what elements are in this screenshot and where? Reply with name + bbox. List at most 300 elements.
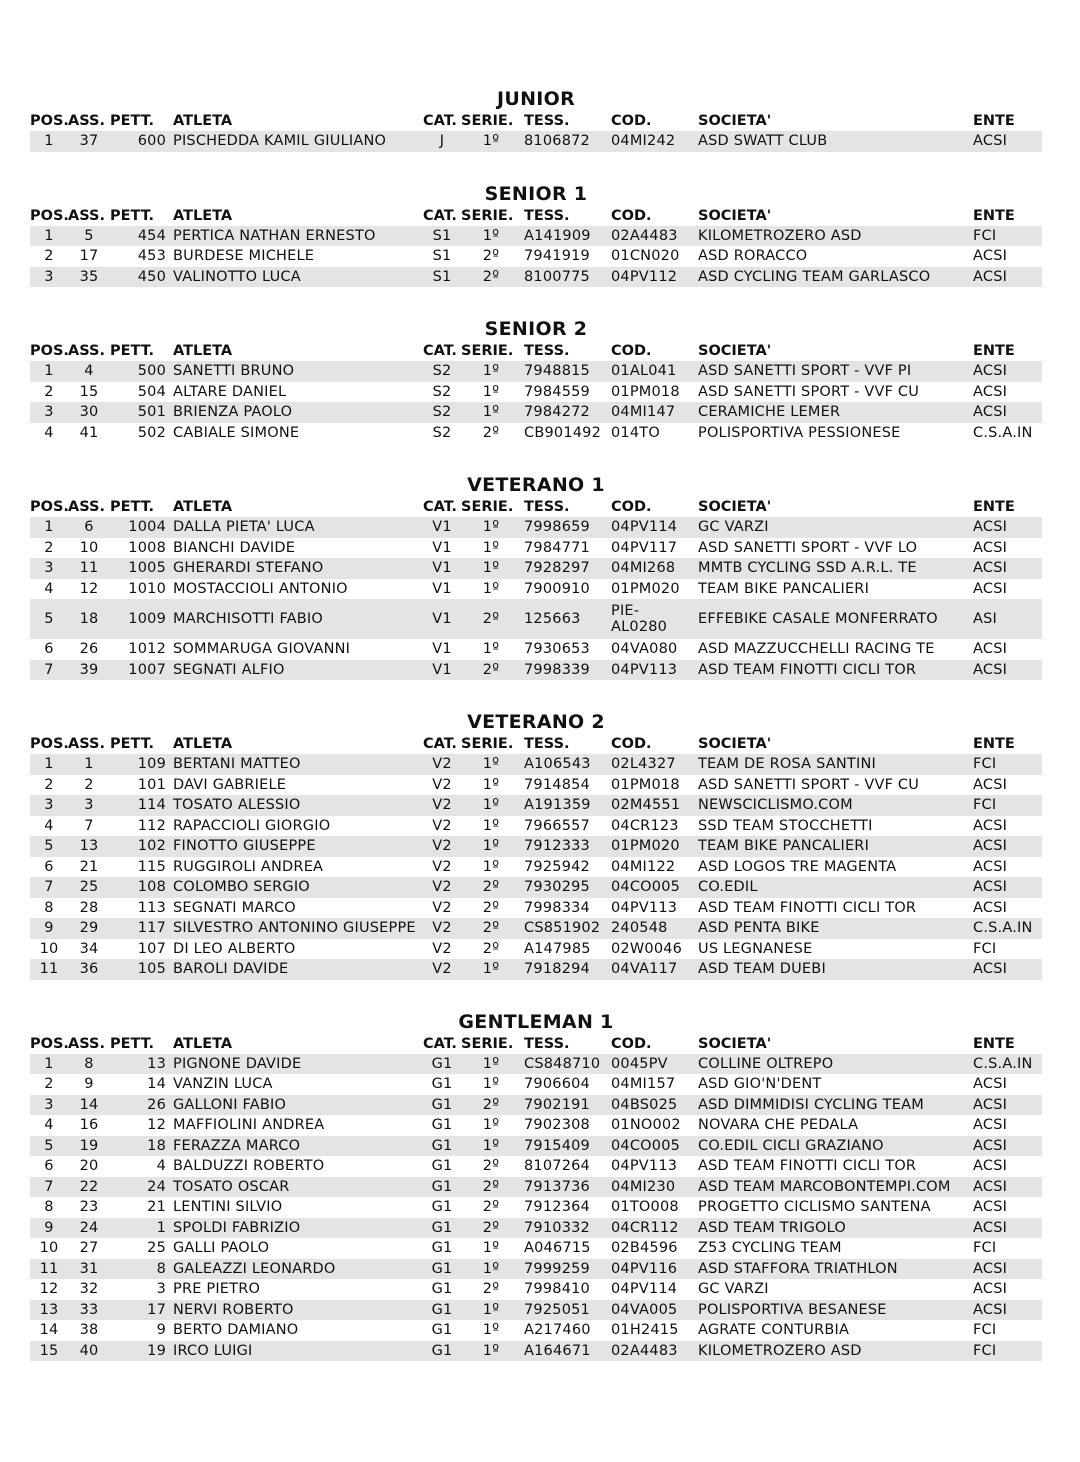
tess-cell: A164671 (521, 1341, 608, 1362)
code-cell: 02A4483 (608, 226, 695, 247)
pos-cell: 14 (30, 1320, 68, 1341)
column-header-ente: ENTE (973, 207, 1015, 224)
pos-cell: 1 (30, 131, 68, 152)
pos-cell: 7 (30, 877, 68, 898)
athlete-cell: SPOLDI FABRIZIO (170, 1218, 423, 1239)
serie-cell: 1º (461, 579, 521, 600)
pos-cell: 2 (30, 1074, 68, 1095)
ente-cell: ACSI (970, 1218, 1042, 1239)
serie-cell: 1º (461, 639, 521, 660)
ente-cell: ACSI (970, 836, 1042, 857)
pett-cell: 504 (110, 382, 170, 403)
serie-cell: 2º (461, 1197, 521, 1218)
table-row (30, 131, 1042, 152)
pett-cell: 3 (110, 1279, 170, 1300)
section-title: SENIOR 1 (484, 182, 588, 205)
section-title: SENIOR 2 (484, 318, 588, 340)
athlete-cell: DAVI GABRIELE (170, 775, 423, 796)
code-cell: 02W0046 (608, 939, 695, 960)
pos-cell: 13 (30, 1300, 68, 1321)
cat-cell: V1 (423, 579, 461, 600)
serie-cell: 2º (461, 246, 521, 267)
ente-cell: C.S.A.IN (970, 1054, 1042, 1075)
serie-cell: 1º (461, 1320, 521, 1341)
pett-cell: 1012 (110, 639, 170, 660)
code-cell: 014TO (608, 423, 695, 444)
table-row (30, 538, 1042, 559)
pos-cell: 2 (30, 775, 68, 796)
serie-cell: 1º (461, 1115, 521, 1136)
ass-cell: 16 (68, 1115, 110, 1136)
serie-cell: 2º (461, 1095, 521, 1116)
tess-cell: 7941919 (521, 246, 608, 267)
ente-cell: ACSI (970, 775, 1042, 796)
cat-cell: G1 (423, 1300, 461, 1321)
pett-cell: 112 (110, 816, 170, 837)
tess-cell: 7925051 (521, 1300, 608, 1321)
code-cell: 04PV116 (608, 1259, 695, 1280)
athlete-cell: TOSATO ALESSIO (170, 795, 423, 816)
ass-cell: 31 (68, 1259, 110, 1280)
team-cell: TEAM BIKE PANCALIERI (695, 579, 970, 600)
team-cell: KILOMETROZERO ASD (695, 1341, 970, 1362)
team-cell: ASD TEAM DUEBI (695, 959, 970, 980)
column-header-tess: TESS. (524, 736, 570, 752)
pett-cell: 1009 (110, 599, 170, 639)
code-cell: 04VA005 (608, 1300, 695, 1321)
ass-cell: 23 (68, 1197, 110, 1218)
cat-cell: G1 (423, 1218, 461, 1239)
athlete-cell: SILVESTRO ANTONINO GIUSEPPE (170, 918, 423, 939)
pos-cell: 7 (30, 1177, 68, 1198)
pett-cell: 8 (110, 1259, 170, 1280)
table-row (30, 382, 1042, 403)
pett-cell: 1010 (110, 579, 170, 600)
serie-cell: 1º (461, 558, 521, 579)
athlete-cell: BERTO DAMIANO (170, 1320, 423, 1341)
athlete-cell: TOSATO OSCAR (170, 1177, 423, 1198)
tess-cell: CS851902 (521, 918, 608, 939)
ass-cell: 28 (68, 898, 110, 919)
ass-cell: 26 (68, 639, 110, 660)
team-cell: ASD TEAM TRIGOLO (695, 1218, 970, 1239)
cat-cell: G1 (423, 1136, 461, 1157)
code-cell: 04MI122 (608, 857, 695, 878)
code-cell: 04CO005 (608, 1136, 695, 1157)
tess-cell: 7998659 (521, 517, 608, 538)
ass-cell: 11 (68, 558, 110, 579)
ente-cell: ACSI (970, 1074, 1042, 1095)
athlete-cell: VANZIN LUCA (170, 1074, 423, 1095)
serie-cell: 1º (461, 754, 521, 775)
ass-cell: 32 (68, 1279, 110, 1300)
ente-cell: FCI (970, 939, 1042, 960)
section-title: VETERANO 1 (467, 474, 605, 496)
tess-cell: 8100775 (521, 267, 608, 288)
table-row (30, 361, 1042, 382)
ass-cell: 8 (68, 1054, 110, 1075)
pos-cell: 1 (30, 517, 68, 538)
ente-cell: ACSI (970, 816, 1042, 837)
tess-cell: A191359 (521, 795, 608, 816)
serie-cell: 2º (461, 918, 521, 939)
header-row (30, 1034, 1042, 1054)
athlete-cell: BALDUZZI ROBERTO (170, 1156, 423, 1177)
code-cell: 01PM020 (608, 836, 695, 857)
code-cell: 02B4596 (608, 1238, 695, 1259)
pos-cell: 10 (30, 939, 68, 960)
ente-cell: ACSI (970, 1115, 1042, 1136)
column-header-serie: SERIE. (461, 113, 514, 129)
ente-cell: FCI (970, 1238, 1042, 1259)
tess-cell: 7902191 (521, 1095, 608, 1116)
ente-cell: ASI (970, 599, 1042, 639)
results-table (30, 497, 1042, 680)
athlete-cell: BURDESE MICHELE (170, 246, 423, 267)
team-cell: ASD SANETTI SPORT - VVF PI (695, 361, 970, 382)
pos-cell: 9 (30, 918, 68, 939)
team-cell: ASD PENTA BIKE (695, 918, 970, 939)
table-row (30, 423, 1042, 444)
pett-cell: 450 (110, 267, 170, 288)
pos-cell: 9 (30, 1218, 68, 1239)
athlete-cell: IRCO LUIGI (170, 1341, 423, 1362)
ass-cell: 22 (68, 1177, 110, 1198)
ente-cell: FCI (970, 226, 1042, 247)
code-cell: 04PV113 (608, 898, 695, 919)
ass-cell: 37 (68, 131, 110, 152)
table-row (30, 1218, 1042, 1239)
team-cell: ASD SANETTI SPORT - VVF CU (695, 382, 970, 403)
table-row (30, 836, 1042, 857)
team-cell: ASD MAZZUCCHELLI RACING TE (695, 639, 970, 660)
serie-cell: 2º (461, 1279, 521, 1300)
ass-cell: 39 (68, 660, 110, 681)
code-cell: 04VA080 (608, 639, 695, 660)
table-row (30, 775, 1042, 796)
athlete-cell: ALTARE DANIEL (170, 382, 423, 403)
athlete-cell: SEGNATI ALFIO (170, 660, 423, 681)
ass-cell: 15 (68, 382, 110, 403)
athlete-cell: BERTANI MATTEO (170, 754, 423, 775)
pos-cell: 3 (30, 267, 68, 288)
team-cell: US LEGNANESE (695, 939, 970, 960)
section-gentleman-1 (30, 1011, 1042, 1362)
pos-cell: 2 (30, 382, 68, 403)
pett-cell: 600 (110, 131, 170, 152)
column-header-pos: POS. (30, 113, 69, 129)
column-header-pos: POS. (30, 207, 69, 224)
ass-cell: 33 (68, 1300, 110, 1321)
table-row (30, 579, 1042, 600)
header-row (30, 341, 1042, 361)
column-header-societa: SOCIETA' (698, 113, 772, 129)
cat-cell: S1 (423, 226, 461, 247)
serie-cell: 2º (461, 267, 521, 288)
ass-cell: 18 (68, 599, 110, 639)
ente-cell: ACSI (970, 1300, 1042, 1321)
column-header-cod: COD. (611, 207, 652, 224)
cat-cell: V2 (423, 816, 461, 837)
athlete-cell: MARCHISOTTI FABIO (170, 599, 423, 639)
table-row (30, 226, 1042, 247)
athlete-cell: NERVI ROBERTO (170, 1300, 423, 1321)
table-row (30, 1279, 1042, 1300)
code-cell: 04BS025 (608, 1095, 695, 1116)
header-row (30, 497, 1042, 517)
ass-cell: 41 (68, 423, 110, 444)
code-cell: 04PV113 (608, 660, 695, 681)
athlete-cell: BRIENZA PAOLO (170, 402, 423, 423)
table-row (30, 1320, 1042, 1341)
pos-cell: 1 (30, 1054, 68, 1075)
header-row (30, 206, 1042, 226)
ass-cell: 7 (68, 816, 110, 837)
cat-cell: S2 (423, 423, 461, 444)
cat-cell: G1 (423, 1054, 461, 1075)
team-cell: CERAMICHE LEMER (695, 402, 970, 423)
ass-cell: 27 (68, 1238, 110, 1259)
ass-cell: 30 (68, 402, 110, 423)
column-header-ass: ASS. (68, 499, 105, 515)
pos-cell: 12 (30, 1279, 68, 1300)
pos-cell: 10 (30, 1238, 68, 1259)
column-header-pos: POS. (30, 499, 69, 515)
table-row (30, 1259, 1042, 1280)
column-header-societa: SOCIETA' (698, 1035, 772, 1052)
cat-cell: V2 (423, 857, 461, 878)
ente-cell: ACSI (970, 639, 1042, 660)
ente-cell: ACSI (970, 857, 1042, 878)
tess-cell: 7984559 (521, 382, 608, 403)
column-header-pett: PETT. (110, 1035, 154, 1052)
code-cell: 04PV117 (608, 538, 695, 559)
team-cell: ASD TEAM FINOTTI CICLI TOR (695, 1156, 970, 1177)
column-header-ass: ASS. (68, 1035, 105, 1052)
team-cell: NOVARA CHE PEDALA (695, 1115, 970, 1136)
cat-cell: G1 (423, 1341, 461, 1362)
pos-cell: 2 (30, 538, 68, 559)
column-header-ente: ENTE (973, 736, 1015, 752)
tess-cell: 7966557 (521, 816, 608, 837)
table-row (30, 1177, 1042, 1198)
serie-cell: 2º (461, 660, 521, 681)
section-title: VETERANO 2 (467, 711, 605, 733)
column-header-cod: COD. (611, 113, 652, 129)
serie-cell: 1º (461, 775, 521, 796)
pos-cell: 5 (30, 1136, 68, 1157)
pos-cell: 11 (30, 959, 68, 980)
cat-cell: V2 (423, 775, 461, 796)
ente-cell: ACSI (970, 558, 1042, 579)
tess-cell: 7913736 (521, 1177, 608, 1198)
code-cell: 02M4551 (608, 795, 695, 816)
column-header-pos: POS. (30, 343, 69, 359)
code-cell: 02A4483 (608, 1341, 695, 1362)
tess-cell: 7930295 (521, 877, 608, 898)
pett-cell: 4 (110, 1156, 170, 1177)
table-row (30, 898, 1042, 919)
pett-cell: 113 (110, 898, 170, 919)
pett-cell: 109 (110, 754, 170, 775)
team-cell: TEAM BIKE PANCALIERI (695, 836, 970, 857)
ente-cell: ACSI (970, 131, 1042, 152)
ente-cell: ACSI (970, 361, 1042, 382)
ass-cell: 35 (68, 267, 110, 288)
serie-cell: 1º (461, 836, 521, 857)
cat-cell: G1 (423, 1197, 461, 1218)
column-header-atleta: ATLETA (173, 499, 233, 515)
athlete-cell: GALLI PAOLO (170, 1238, 423, 1259)
athlete-cell: SANETTI BRUNO (170, 361, 423, 382)
cat-cell: V2 (423, 959, 461, 980)
pos-cell: 2 (30, 246, 68, 267)
tess-cell: CS848710 (521, 1054, 608, 1075)
table-row (30, 1156, 1042, 1177)
code-cell: 04VA117 (608, 959, 695, 980)
table-row (30, 267, 1042, 288)
ente-cell: ACSI (970, 877, 1042, 898)
team-cell: AGRATE CONTURBIA (695, 1320, 970, 1341)
pos-cell: 6 (30, 1156, 68, 1177)
serie-cell: 1º (461, 1074, 521, 1095)
athlete-cell: MAFFIOLINI ANDREA (170, 1115, 423, 1136)
pett-cell: 501 (110, 402, 170, 423)
ente-cell: ACSI (970, 1279, 1042, 1300)
section-junior (30, 88, 1042, 152)
tess-cell: 7984771 (521, 538, 608, 559)
athlete-cell: SEGNATI MARCO (170, 898, 423, 919)
serie-cell: 1º (461, 538, 521, 559)
cat-cell: V1 (423, 599, 461, 639)
column-header-ente: ENTE (973, 1035, 1015, 1052)
ass-cell: 14 (68, 1095, 110, 1116)
athlete-cell: RUGGIROLI ANDREA (170, 857, 423, 878)
athlete-cell: COLOMBO SERGIO (170, 877, 423, 898)
tess-cell: 7984272 (521, 402, 608, 423)
team-cell: Z53 CYCLING TEAM (695, 1238, 970, 1259)
ente-cell: ACSI (970, 1197, 1042, 1218)
column-header-ente: ENTE (973, 343, 1015, 359)
cat-cell: G1 (423, 1074, 461, 1095)
section-veterano-1 (30, 474, 1042, 680)
column-header-cat: CAT. (423, 207, 457, 224)
team-cell: CO.EDIL CICLI GRAZIANO (695, 1136, 970, 1157)
table-row (30, 1197, 1042, 1218)
team-cell: ASD SANETTI SPORT - VVF CU (695, 775, 970, 796)
cat-cell: V2 (423, 939, 461, 960)
ass-cell: 20 (68, 1156, 110, 1177)
column-header-serie: SERIE. (461, 1035, 514, 1052)
cat-cell: V2 (423, 836, 461, 857)
ass-cell: 40 (68, 1341, 110, 1362)
pett-cell: 500 (110, 361, 170, 382)
pett-cell: 13 (110, 1054, 170, 1075)
table-row (30, 1095, 1042, 1116)
team-cell: PROGETTO CICLISMO SANTENA (695, 1197, 970, 1218)
cat-cell: V2 (423, 754, 461, 775)
cat-cell: G1 (423, 1156, 461, 1177)
athlete-cell: DI LEO ALBERTO (170, 939, 423, 960)
team-cell: COLLINE OLTREPO (695, 1054, 970, 1075)
pos-cell: 5 (30, 836, 68, 857)
pos-cell: 8 (30, 898, 68, 919)
team-cell: ASD DIMMIDISI CYCLING TEAM (695, 1095, 970, 1116)
ass-cell: 6 (68, 517, 110, 538)
cat-cell: J (423, 131, 461, 152)
code-cell: 01PM018 (608, 382, 695, 403)
column-header-societa: SOCIETA' (698, 207, 772, 224)
serie-cell: 1º (461, 857, 521, 878)
tess-cell: 7948815 (521, 361, 608, 382)
code-cell: 04CR112 (608, 1218, 695, 1239)
ente-cell: ACSI (970, 267, 1042, 288)
column-header-atleta: ATLETA (173, 343, 233, 359)
pett-cell: 24 (110, 1177, 170, 1198)
pett-cell: 18 (110, 1136, 170, 1157)
cat-cell: G1 (423, 1095, 461, 1116)
column-header-pos: POS. (30, 736, 69, 752)
pett-cell: 453 (110, 246, 170, 267)
tess-cell: 7999259 (521, 1259, 608, 1280)
column-header-cat: CAT. (423, 343, 457, 359)
ente-cell: ACSI (970, 1177, 1042, 1198)
column-header-pett: PETT. (110, 343, 154, 359)
section-senior-2 (30, 318, 1042, 443)
ass-cell: 25 (68, 877, 110, 898)
pos-cell: 6 (30, 639, 68, 660)
column-header-cat: CAT. (423, 113, 457, 129)
code-cell: 04CO005 (608, 877, 695, 898)
tess-cell: 7914854 (521, 775, 608, 796)
pett-cell: 1004 (110, 517, 170, 538)
ente-cell: ACSI (970, 382, 1042, 403)
team-cell: ASD RORACCO (695, 246, 970, 267)
tess-cell: 7900910 (521, 579, 608, 600)
tess-cell: A106543 (521, 754, 608, 775)
team-cell: ASD GIO'N'DENT (695, 1074, 970, 1095)
table-row (30, 246, 1042, 267)
cat-cell: V2 (423, 898, 461, 919)
column-header-ass: ASS. (68, 343, 105, 359)
serie-cell: 1º (461, 1238, 521, 1259)
tess-cell: 7998339 (521, 660, 608, 681)
athlete-cell: RAPACCIOLI GIORGIO (170, 816, 423, 837)
table-row (30, 857, 1042, 878)
athlete-cell: LENTINI SILVIO (170, 1197, 423, 1218)
pos-cell: 3 (30, 795, 68, 816)
table-row (30, 402, 1042, 423)
serie-cell: 2º (461, 1156, 521, 1177)
results-table (30, 734, 1042, 980)
pett-cell: 1005 (110, 558, 170, 579)
header-row (30, 111, 1042, 131)
ente-cell: FCI (970, 754, 1042, 775)
pett-cell: 107 (110, 939, 170, 960)
cat-cell: V2 (423, 795, 461, 816)
tess-cell: 7912364 (521, 1197, 608, 1218)
table-row (30, 918, 1042, 939)
cat-cell: S2 (423, 402, 461, 423)
table-row (30, 1238, 1042, 1259)
ente-cell: ACSI (970, 246, 1042, 267)
code-cell: 04PV112 (608, 267, 695, 288)
ass-cell: 12 (68, 579, 110, 600)
column-header-cat: CAT. (423, 736, 457, 752)
athlete-cell: FINOTTO GIUSEPPE (170, 836, 423, 857)
table-row (30, 1054, 1042, 1075)
results-table (30, 1034, 1042, 1362)
